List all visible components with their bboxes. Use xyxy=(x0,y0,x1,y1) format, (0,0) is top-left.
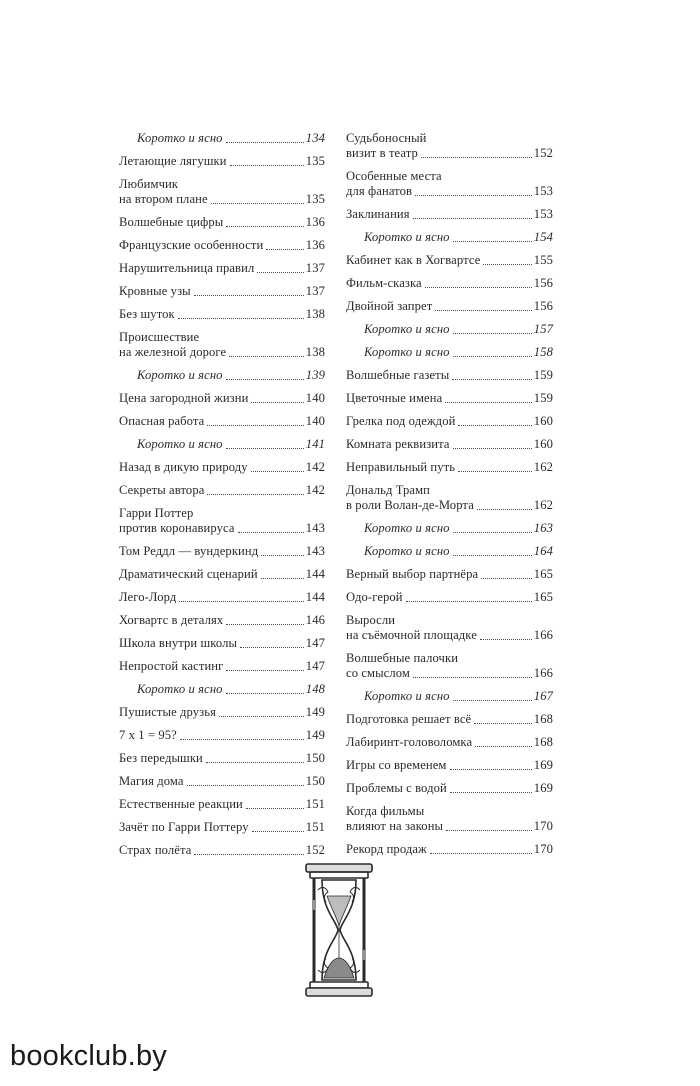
toc-title-block xyxy=(119,330,325,360)
dot-leader xyxy=(435,310,531,311)
toc-page-number: 160 xyxy=(533,414,553,428)
toc-title: Одо-герой xyxy=(346,590,403,604)
toc-title-line xyxy=(119,177,325,192)
toc-page-number: 155 xyxy=(533,253,553,267)
toc-page-number: 167 xyxy=(533,689,553,703)
toc-entry xyxy=(119,774,325,789)
toc-entry xyxy=(346,804,553,834)
dot-leader xyxy=(453,448,532,449)
toc-title: Игры со временем xyxy=(346,758,447,772)
toc-title-block xyxy=(119,177,325,207)
dot-leader xyxy=(226,226,303,227)
dot-leader xyxy=(251,402,303,403)
dot-leader xyxy=(246,808,304,809)
toc-title-line xyxy=(346,628,553,643)
dot-leader xyxy=(226,379,304,380)
toc-page-number: 141 xyxy=(305,437,325,451)
toc-title-line xyxy=(346,131,553,146)
toc-right-column xyxy=(346,131,553,865)
toc-page-number: 162 xyxy=(533,498,553,512)
dot-leader xyxy=(415,195,532,196)
toc-page-number: 154 xyxy=(533,230,553,244)
dot-leader xyxy=(458,425,531,426)
dot-leader xyxy=(413,218,532,219)
dot-leader xyxy=(226,624,304,625)
toc-title: Лабиринт-головоломка xyxy=(346,735,473,749)
toc-page-number: 169 xyxy=(533,781,553,795)
dot-leader xyxy=(229,356,304,357)
dot-leader xyxy=(206,762,304,763)
toc-title-block xyxy=(346,483,553,513)
toc-page-number: 144 xyxy=(305,567,325,581)
toc-page-number: 135 xyxy=(305,192,325,206)
toc-title: Драматический сценарий xyxy=(119,567,258,581)
toc-entry-short xyxy=(119,682,325,697)
toc-entry xyxy=(346,651,553,681)
toc-title: Гарри Поттер xyxy=(119,506,194,520)
toc-entry xyxy=(119,636,325,651)
toc-title-line xyxy=(346,483,553,498)
toc-title-line xyxy=(346,666,553,681)
toc-page-number: 165 xyxy=(533,590,553,604)
toc-title: Коротко и ясно xyxy=(137,437,223,451)
dot-leader xyxy=(452,379,531,380)
toc-page-number: 168 xyxy=(533,712,553,726)
toc-title: Цена загородной жизни xyxy=(119,391,249,405)
toc-title: Грелка под одеждой xyxy=(346,414,456,428)
toc-page-number: 156 xyxy=(533,299,553,313)
toc-entry-short xyxy=(346,322,553,337)
dot-leader xyxy=(226,142,304,143)
dot-leader xyxy=(261,555,304,556)
toc-entry xyxy=(119,284,325,299)
toc-title: Когда фильмы xyxy=(346,804,425,818)
toc-title: Рекорд продаж xyxy=(346,842,427,856)
toc-entry xyxy=(119,238,325,253)
toc-page-number: 138 xyxy=(305,345,325,359)
toc-page-number: 153 xyxy=(533,184,553,198)
toc-title: Происшествие xyxy=(119,330,200,344)
toc-title: Кровные узы xyxy=(119,284,191,298)
toc-page-number: 170 xyxy=(533,842,553,856)
toc-entry xyxy=(119,751,325,766)
toc-title: на железной дороге xyxy=(119,345,227,359)
watermark: bookclub.by xyxy=(10,1040,167,1072)
toc-page-number: 162 xyxy=(533,460,553,474)
toc-title: Французские особенности xyxy=(119,238,264,252)
toc-title: Верный выбор партнёра xyxy=(346,567,479,581)
toc-page-number: 143 xyxy=(305,521,325,535)
toc-title-block xyxy=(346,651,553,681)
toc-page-number: 157 xyxy=(533,322,553,336)
dot-leader xyxy=(477,509,532,510)
toc-title: против коронавируса xyxy=(119,521,235,535)
toc-page-number: 143 xyxy=(305,544,325,558)
toc-title: Особенные места xyxy=(346,169,442,183)
toc-page-number: 144 xyxy=(305,590,325,604)
toc-title: на втором плане xyxy=(119,192,208,206)
toc-title: Нарушительница правил xyxy=(119,261,255,275)
toc-entry xyxy=(119,307,325,322)
toc-title: Назад в дикую природу xyxy=(119,460,248,474)
toc-title: Волшебные палочки xyxy=(346,651,459,665)
toc-page-number: 152 xyxy=(305,843,325,857)
toc-entry xyxy=(119,728,325,743)
dot-leader xyxy=(425,287,532,288)
dot-leader xyxy=(453,700,532,701)
toc-page-number: 150 xyxy=(305,774,325,788)
toc-title-line xyxy=(119,506,325,521)
toc-entry-short xyxy=(119,131,325,146)
dot-leader xyxy=(261,578,304,579)
toc-title-block xyxy=(119,506,325,536)
toc-entry xyxy=(346,712,553,727)
toc-page-number: 165 xyxy=(533,567,553,581)
dot-leader xyxy=(453,555,532,556)
toc-title: Двойной запрет xyxy=(346,299,433,313)
dot-leader xyxy=(179,601,303,602)
hourglass-icon xyxy=(302,860,376,1000)
toc-entry xyxy=(346,437,553,452)
toc-title-line xyxy=(119,330,325,345)
toc-page-number: 138 xyxy=(305,307,325,321)
toc-entry xyxy=(119,506,325,536)
toc-entry xyxy=(119,567,325,582)
toc-entry xyxy=(119,613,325,628)
toc-title: Цветочные имена xyxy=(346,391,443,405)
toc-entry-short xyxy=(346,345,553,360)
dot-leader xyxy=(226,448,304,449)
toc-title: Без передышки xyxy=(119,751,203,765)
toc-title: Выросли xyxy=(346,613,396,627)
dot-leader xyxy=(453,241,532,242)
toc-title: Судьбоносный xyxy=(346,131,427,145)
toc-title-line xyxy=(346,804,553,819)
toc-page-number: 140 xyxy=(305,414,325,428)
toc-title-line xyxy=(346,498,553,513)
dot-leader xyxy=(453,356,532,357)
toc-page-number: 136 xyxy=(305,215,325,229)
toc-title: Заклинания xyxy=(346,207,410,221)
toc-page-number: 169 xyxy=(533,758,553,772)
toc-title: Без шуток xyxy=(119,307,175,321)
toc-entry-short xyxy=(346,230,553,245)
toc-title-line xyxy=(346,651,553,666)
toc-title-line xyxy=(346,184,553,199)
dot-leader xyxy=(207,494,303,495)
toc-entry xyxy=(346,567,553,582)
toc-entry xyxy=(119,330,325,360)
toc-title: со смыслом xyxy=(346,666,410,680)
toc-entry xyxy=(346,460,553,475)
toc-entry xyxy=(119,261,325,276)
toc-page-number: 153 xyxy=(533,207,553,221)
toc-page-number: 159 xyxy=(533,368,553,382)
toc-title: Естественные реакции xyxy=(119,797,243,811)
toc-title: Подготовка решает всё xyxy=(346,712,472,726)
toc-title: Опасная работа xyxy=(119,414,205,428)
toc-entry xyxy=(119,843,325,858)
dot-leader xyxy=(178,318,304,319)
toc-page-number: 166 xyxy=(533,628,553,642)
toc-title: Коротко и ясно xyxy=(364,521,450,535)
toc-entry xyxy=(119,177,325,207)
toc-title-line xyxy=(119,345,325,360)
dot-leader xyxy=(453,333,532,334)
toc-entry-short xyxy=(346,689,553,704)
dot-leader xyxy=(194,295,304,296)
toc-title-line xyxy=(346,613,553,628)
toc-page-number: 170 xyxy=(533,819,553,833)
toc-title: для фанатов xyxy=(346,184,413,198)
toc-title: Школа внутри школы xyxy=(119,636,238,650)
toc-page-number: 152 xyxy=(533,146,553,160)
dot-leader xyxy=(194,854,303,855)
toc-title-line xyxy=(119,521,325,536)
toc-entry xyxy=(346,299,553,314)
toc-page-number: 150 xyxy=(305,751,325,765)
toc-page-number: 134 xyxy=(305,131,325,145)
toc-title: Непростой кастинг xyxy=(119,659,224,673)
toc-entry-short xyxy=(119,437,325,452)
dot-leader xyxy=(226,670,303,671)
toc-page-number: 149 xyxy=(305,705,325,719)
toc-entry xyxy=(346,735,553,750)
toc-page-number: 139 xyxy=(305,368,325,382)
toc-title: влияют на законы xyxy=(346,819,444,833)
toc-title: Любимчик xyxy=(119,177,179,191)
toc-entry xyxy=(346,590,553,605)
toc-title: в роли Волан-де-Морта xyxy=(346,498,474,512)
toc-entry xyxy=(119,483,325,498)
toc-page-number: 142 xyxy=(305,460,325,474)
toc-entry xyxy=(119,590,325,605)
toc-left-column xyxy=(119,131,325,866)
toc-title: Кабинет как в Хогвартсе xyxy=(346,253,481,267)
dot-leader xyxy=(483,264,531,265)
toc-title-line xyxy=(119,192,325,207)
toc-page-number: 137 xyxy=(305,284,325,298)
toc-entry xyxy=(119,391,325,406)
toc-title: Коротко и ясно xyxy=(364,544,450,558)
toc-entry xyxy=(346,613,553,643)
toc-entry xyxy=(346,414,553,429)
toc-page-number: 136 xyxy=(305,238,325,252)
toc-page-number: 163 xyxy=(533,521,553,535)
toc-page-number: 147 xyxy=(305,636,325,650)
toc-page-number: 146 xyxy=(305,613,325,627)
toc-title: Комната реквизита xyxy=(346,437,450,451)
dot-leader xyxy=(450,769,532,770)
dot-leader xyxy=(211,203,304,204)
toc-entry xyxy=(346,781,553,796)
toc-entry xyxy=(346,391,553,406)
toc-entry xyxy=(119,659,325,674)
toc-page-number: 148 xyxy=(305,682,325,696)
toc-entry xyxy=(346,758,553,773)
toc-title: Коротко и ясно xyxy=(137,131,223,145)
dot-leader xyxy=(238,532,304,533)
toc-entry xyxy=(119,460,325,475)
toc-page-number: 166 xyxy=(533,666,553,680)
toc-title: Коротко и ясно xyxy=(364,322,450,336)
dot-leader xyxy=(445,402,532,403)
toc-title: Коротко и ясно xyxy=(137,682,223,696)
toc-title: Магия дома xyxy=(119,774,184,788)
toc-page-number: 135 xyxy=(305,154,325,168)
toc-title: Коротко и ясно xyxy=(364,345,450,359)
toc-title: Секреты автора xyxy=(119,483,205,497)
toc-entry xyxy=(119,797,325,812)
toc-title: Коротко и ясно xyxy=(364,230,450,244)
toc-title: Коротко и ясно xyxy=(137,368,223,382)
toc-title: Фильм-сказка xyxy=(346,276,422,290)
toc-page-number: 137 xyxy=(305,261,325,275)
toc-title: Коротко и ясно xyxy=(364,689,450,703)
dot-leader xyxy=(257,272,303,273)
toc-title: Хогвартс в деталях xyxy=(119,613,224,627)
dot-leader xyxy=(458,471,532,472)
toc-title-line xyxy=(346,146,553,161)
dot-leader xyxy=(474,723,532,724)
toc-title: Летающие лягушки xyxy=(119,154,227,168)
toc-page-number: 164 xyxy=(533,544,553,558)
toc-page-number: 168 xyxy=(533,735,553,749)
toc-entry xyxy=(119,414,325,429)
toc-entry xyxy=(119,820,325,835)
toc-title: Дональд Трамп xyxy=(346,483,431,497)
toc-title: Волшебные газеты xyxy=(346,368,450,382)
toc-entry xyxy=(346,169,553,199)
toc-entry-short xyxy=(346,521,553,536)
dot-leader xyxy=(430,853,532,854)
toc-page-number: 151 xyxy=(305,797,325,811)
toc-entry xyxy=(119,705,325,720)
dot-leader xyxy=(252,831,304,832)
toc-title-line xyxy=(346,169,553,184)
toc-page-number: 158 xyxy=(533,345,553,359)
toc-page-number: 149 xyxy=(305,728,325,742)
dot-leader xyxy=(219,716,304,717)
dot-leader xyxy=(481,578,532,579)
dot-leader xyxy=(240,647,304,648)
dot-leader xyxy=(446,830,532,831)
dot-leader xyxy=(406,601,532,602)
toc-entry xyxy=(346,253,553,268)
toc-title: Неправильный путь xyxy=(346,460,456,474)
toc-title: Зачёт по Гарри Поттеру xyxy=(119,820,249,834)
toc-title: Страх полёта xyxy=(119,843,192,857)
toc-entry xyxy=(119,544,325,559)
dot-leader xyxy=(413,677,532,678)
toc-entry xyxy=(346,131,553,161)
dot-leader xyxy=(251,471,304,472)
dot-leader xyxy=(266,249,303,250)
toc-entry-short xyxy=(346,544,553,559)
toc-entry xyxy=(346,842,553,857)
toc-page-number: 140 xyxy=(305,391,325,405)
toc-page-number: 142 xyxy=(305,483,325,497)
toc-title: Волшебные цифры xyxy=(119,215,224,229)
dot-leader xyxy=(226,693,304,694)
toc-title: на съёмочной площадке xyxy=(346,628,477,642)
toc-entry xyxy=(346,207,553,222)
dot-leader xyxy=(207,425,303,426)
toc-page-number: 159 xyxy=(533,391,553,405)
toc-title: Проблемы с водой xyxy=(346,781,447,795)
toc-entry xyxy=(119,215,325,230)
dot-leader xyxy=(475,746,532,747)
toc-page-number: 160 xyxy=(533,437,553,451)
toc-title: Лего-Лорд xyxy=(119,590,177,604)
toc-title-block xyxy=(346,613,553,643)
toc-page-number: 147 xyxy=(305,659,325,673)
toc-title: Пушистые друзья xyxy=(119,705,216,719)
toc-title-line xyxy=(346,819,553,834)
toc-title-block xyxy=(346,804,553,834)
toc-entry-short xyxy=(119,368,325,383)
toc-title-block xyxy=(346,169,553,199)
toc-title: визит в театр xyxy=(346,146,418,160)
toc-entry xyxy=(346,483,553,513)
dot-leader xyxy=(187,785,304,786)
toc-entry xyxy=(119,154,325,169)
dot-leader xyxy=(453,532,532,533)
dot-leader xyxy=(421,157,532,158)
toc-page-number: 156 xyxy=(533,276,553,290)
dot-leader xyxy=(450,792,532,793)
toc-title-block xyxy=(346,131,553,161)
dot-leader xyxy=(480,639,532,640)
toc-title: Том Реддл — вундеркинд xyxy=(119,544,259,558)
dot-leader xyxy=(230,165,304,166)
toc-entry xyxy=(346,276,553,291)
toc-page-number: 151 xyxy=(305,820,325,834)
dot-leader xyxy=(180,739,304,740)
toc-title: 7 x 1 = 95? xyxy=(119,728,177,742)
toc-entry xyxy=(346,368,553,383)
